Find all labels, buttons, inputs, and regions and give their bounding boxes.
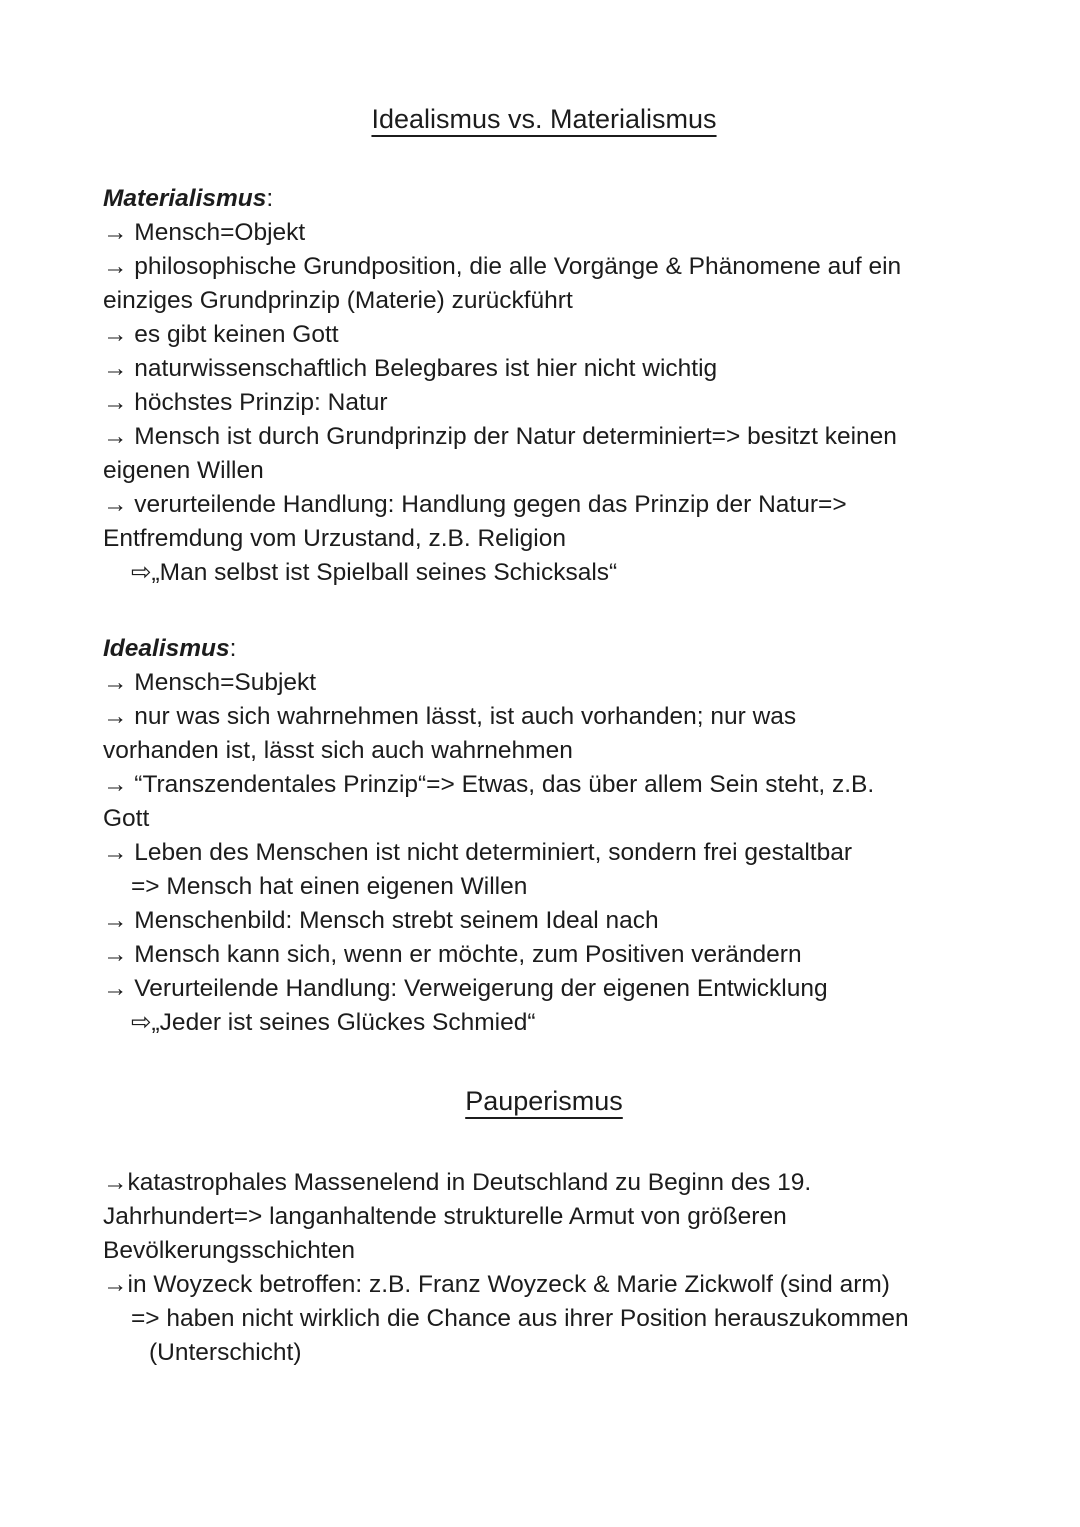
note-line: →katastrophales Massenelend in Deutschland zu Beginn des 19. <box>103 1169 812 1196</box>
note-line-quote: ⇨„Man selbst ist Spielball seines Schicksals“ <box>131 559 618 586</box>
note-line: → Verurteilende Handlung: Verweigerung der eigenen Entwicklung <box>103 975 828 1002</box>
section-title-pauperismus <box>103 1082 985 1120</box>
note-line: => haben nicht wirklich die Chance aus ihrer Position herauszukommen <box>131 1305 909 1332</box>
materialismus-block <box>103 182 985 590</box>
idealismus-block <box>103 632 985 1040</box>
note-line: → verurteilende Handlung: Handlung gegen das Prinzip der Natur=> <box>103 491 847 518</box>
idealismus-heading: Idealismus: <box>103 635 237 662</box>
note-line: → es gibt keinen Gott <box>103 321 339 348</box>
note-line: => Mensch hat einen eigenen Willen <box>131 873 528 900</box>
note-line: →in Woyzeck betroffen: z.B. Franz Woyzeck & Marie Zickwolf (sind arm) <box>103 1271 890 1298</box>
note-line: → philosophische Grundposition, die alle Vorgänge & Phänomene auf ein <box>103 253 902 280</box>
note-line: → Leben des Menschen ist nicht determiniert, sondern frei gestaltbar <box>103 839 853 866</box>
note-line: (Unterschicht) <box>149 1339 302 1366</box>
note-line-quote: ⇨„Jeder ist seines Glückes Schmied“ <box>131 1009 536 1036</box>
note-line: Entfremdung vom Urzustand, z.B. Religion <box>103 525 566 552</box>
note-line: → naturwissenschaftlich Belegbares ist hier nicht wichtig <box>103 355 718 382</box>
note-line: → Mensch=Subjekt <box>103 669 317 696</box>
section-title-idealismus-vs-materialismus <box>103 100 985 138</box>
section-title-text: Pauperismus <box>465 1086 623 1116</box>
note-line: Jahrhundert=> langanhaltende strukturelle Armut von größeren <box>103 1203 787 1230</box>
note-line: einziges Grundprinzip (Materie) zurückführt <box>103 287 573 314</box>
note-line: → Mensch=Objekt <box>103 219 306 246</box>
note-line: Gott <box>103 805 150 832</box>
note-line: → Mensch kann sich, wenn er möchte, zum Positiven verändern <box>103 941 802 968</box>
note-line: eigenen Willen <box>103 457 264 484</box>
note-line: → nur was sich wahrnehmen lässt, ist auch vorhanden; nur was <box>103 703 797 730</box>
note-line: vorhanden ist, lässt sich auch wahrnehmen <box>103 737 573 764</box>
materialismus-heading: Materialismus: <box>103 185 274 212</box>
note-line: → Mensch ist durch Grundprinzip der Natur determiniert=> besitzt keinen <box>103 423 897 450</box>
note-line: → Menschenbild: Mensch strebt seinem Ideal nach <box>103 907 659 934</box>
section-title-text: Idealismus vs. Materialismus <box>371 104 717 134</box>
note-line: Bevölkerungsschichten <box>103 1237 355 1264</box>
note-line: → “Transzendentales Prinzip“=> Etwas, das über allem Sein steht, z.B. <box>103 771 875 798</box>
pauperismus-block <box>103 1166 985 1370</box>
note-line: → höchstes Prinzip: Natur <box>103 389 388 416</box>
